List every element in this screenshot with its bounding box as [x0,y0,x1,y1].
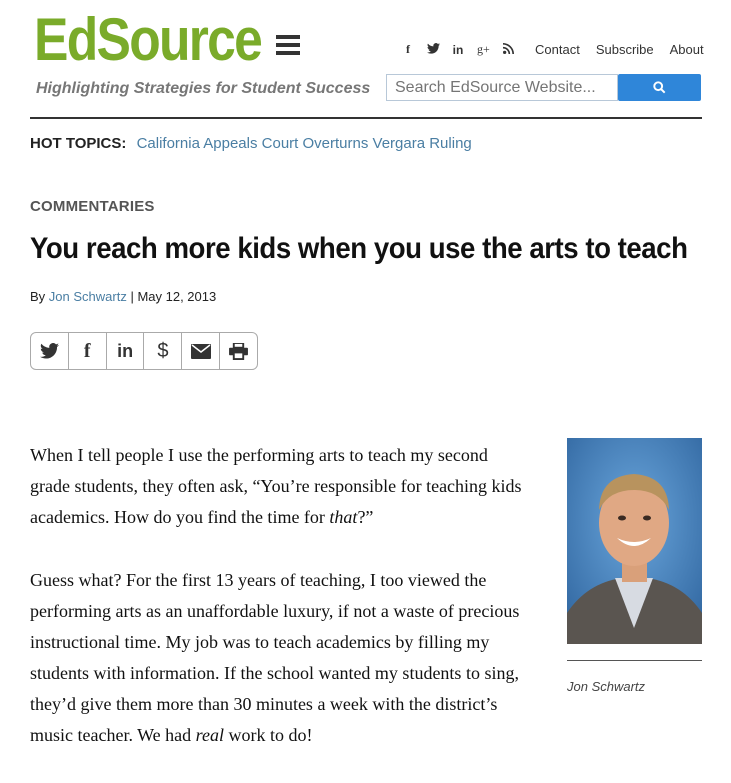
article-paragraph: Guess what? For the first 13 years of teaching, I too viewed the performing arts as an unaffordable luxury, if not a waste of precious instructional time. My job was to teach academics by filling my students with information. If the school wanted my students to sing, they’d give them more than 30 minutes a week with the district’s music teacher. We had real work to do! [30,570,520,745]
photo-caption: Jon Schwartz [567,679,646,694]
share-email-button[interactable] [182,333,220,369]
top-nav-links [535,42,704,57]
social-links [402,42,514,57]
byline [30,289,216,304]
article-paragraph: When I tell people I use the performing arts to teach my second grade students, they often ask, “You’re responsible for teaching kids academics. How do you find the time for that?” [30,445,522,527]
hamburger-menu-icon[interactable] [276,35,300,55]
linkedin-icon: in [117,340,134,361]
google-plus-icon[interactable]: g+ [477,42,490,56]
facebook-icon: f [83,339,91,362]
edsource-logo[interactable]: EdSource [34,6,262,73]
article-body [30,440,530,783]
author-link[interactable]: Jon Schwartz [48,289,127,304]
byline-prefix: By [30,289,46,304]
dollar-icon: $ [157,339,169,362]
article-category[interactable]: COMMENTARIES [30,198,155,215]
print-button[interactable] [220,333,257,369]
author-photo [567,438,702,644]
hot-topics [30,135,472,152]
article-title: You reach more kids when you use the arts to teach [30,232,688,265]
subscribe-link[interactable]: Subscribe [595,42,654,57]
email-icon [191,344,211,359]
search-button[interactable] [618,74,701,101]
search-input[interactable] [386,74,618,101]
twitter-icon [40,343,59,359]
hot-topic-link[interactable]: California Appeals Court Overturns Vergara Ruling [136,135,472,152]
search-icon [653,81,666,94]
contact-link[interactable]: Contact [535,42,580,57]
publish-date: | May 12, 2013 [130,289,217,304]
linkedin-icon[interactable]: in [452,42,464,57]
twitter-icon[interactable] [427,43,439,57]
print-icon [229,343,248,360]
header-divider [30,117,702,119]
site-tagline: Highlighting Strategies for Student Success [36,80,371,97]
share-toolbar [30,332,258,370]
about-link[interactable]: About [669,42,704,57]
hot-topics-label: HOT TOPICS: [30,135,127,152]
facebook-icon[interactable]: f [406,42,410,56]
rss-icon[interactable] [502,43,514,57]
share-facebook-button[interactable] [69,333,107,369]
share-twitter-button[interactable] [31,333,69,369]
share-linkedin-button[interactable] [107,333,145,369]
donate-button[interactable] [144,333,182,369]
caption-divider [567,660,702,661]
